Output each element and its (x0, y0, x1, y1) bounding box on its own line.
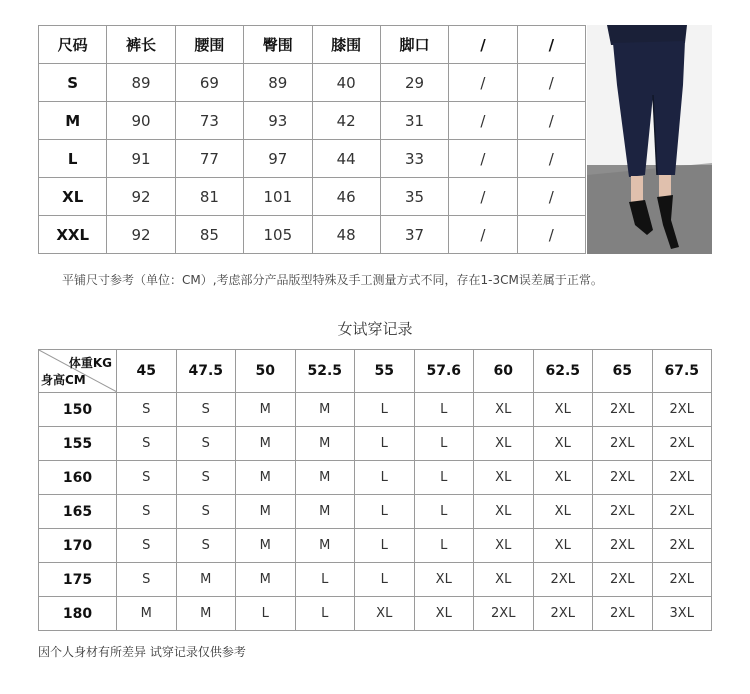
weight-header-cell: 47.5 (176, 350, 236, 393)
size-result-cell: S (117, 461, 177, 495)
size-cell: 89 (244, 64, 312, 102)
size-label: XL (39, 178, 107, 216)
size-header-cell: 膝围 (312, 26, 380, 64)
size-result-cell: M (295, 461, 355, 495)
size-cell: 31 (380, 102, 448, 140)
size-chart-row (39, 64, 586, 102)
trial-row (39, 427, 712, 461)
size-result-cell: XL (533, 461, 593, 495)
size-cell: 73 (175, 102, 243, 140)
size-result-cell: M (295, 393, 355, 427)
size-cell: 77 (175, 140, 243, 178)
size-header-cell: 脚口 (380, 26, 448, 64)
size-cell: / (449, 64, 517, 102)
corner-cell (39, 350, 117, 393)
measurement-note: 平铺尺寸参考（单位：CM）,考虑部分产品版型特殊及手工测量方式不同，存在1-3CM误差属于正常。 (62, 273, 603, 287)
size-label: S (39, 64, 107, 102)
size-result-cell: L (295, 597, 355, 631)
size-cell: 101 (244, 178, 312, 216)
size-cell: 69 (175, 64, 243, 102)
size-result-cell: S (176, 393, 236, 427)
trial-row (39, 563, 712, 597)
size-cell: 42 (312, 102, 380, 140)
size-result-cell: M (236, 529, 296, 563)
size-chart-row (39, 178, 586, 216)
size-cell: 92 (107, 216, 175, 254)
size-result-cell: 2XL (652, 495, 712, 529)
weight-header-row (39, 350, 712, 393)
size-cell: / (449, 216, 517, 254)
size-result-cell: XL (474, 495, 534, 529)
size-cell: 93 (244, 102, 312, 140)
size-cell: / (517, 102, 585, 140)
size-chart-table (38, 25, 586, 254)
size-result-cell: S (176, 427, 236, 461)
size-result-cell: M (117, 597, 177, 631)
size-chart-header-row (39, 26, 586, 64)
size-result-cell: 2XL (593, 461, 653, 495)
size-result-cell: M (236, 427, 296, 461)
size-result-cell: XL (355, 597, 415, 631)
size-result-cell: M (236, 495, 296, 529)
size-cell: / (449, 140, 517, 178)
height-cell: 175 (39, 563, 117, 597)
size-header-cell: 尺码 (39, 26, 107, 64)
size-result-cell: 3XL (652, 597, 712, 631)
size-cell: / (517, 178, 585, 216)
size-chart-row (39, 216, 586, 254)
size-result-cell: L (355, 393, 415, 427)
size-header-cell: 裤长 (107, 26, 175, 64)
size-result-cell: M (236, 563, 296, 597)
model-legs-illustration (587, 25, 712, 254)
size-result-cell: 2XL (652, 393, 712, 427)
size-result-cell: 2XL (593, 529, 653, 563)
size-result-cell: 2XL (652, 427, 712, 461)
trial-row (39, 461, 712, 495)
size-result-cell: L (236, 597, 296, 631)
weight-header-cell: 45 (117, 350, 177, 393)
size-cell: 35 (380, 178, 448, 216)
height-cell: 155 (39, 427, 117, 461)
size-cell: / (517, 64, 585, 102)
size-result-cell: L (355, 461, 415, 495)
size-result-cell: M (176, 563, 236, 597)
size-header-cell: / (449, 26, 517, 64)
size-result-cell: S (117, 393, 177, 427)
weight-header-cell: 67.5 (652, 350, 712, 393)
height-axis-label: 身高CM (41, 373, 86, 387)
size-cell: 81 (175, 178, 243, 216)
trial-row (39, 597, 712, 631)
size-result-cell: XL (533, 393, 593, 427)
size-cell: 92 (107, 178, 175, 216)
size-result-cell: 2XL (593, 563, 653, 597)
size-cell: / (449, 178, 517, 216)
size-header-cell: 腰围 (175, 26, 243, 64)
size-result-cell: L (414, 529, 474, 563)
size-result-cell: M (295, 529, 355, 563)
size-cell: 46 (312, 178, 380, 216)
height-cell: 170 (39, 529, 117, 563)
weight-header-cell: 57.6 (414, 350, 474, 393)
size-result-cell: M (236, 461, 296, 495)
size-result-cell: 2XL (652, 563, 712, 597)
size-result-cell: S (117, 427, 177, 461)
size-result-cell: 2XL (593, 495, 653, 529)
size-result-cell: XL (414, 597, 474, 631)
size-cell: / (517, 140, 585, 178)
size-result-cell: S (176, 495, 236, 529)
size-result-cell: L (414, 393, 474, 427)
size-cell: 48 (312, 216, 380, 254)
weight-header-cell: 55 (355, 350, 415, 393)
size-result-cell: 2XL (593, 427, 653, 461)
size-cell: 37 (380, 216, 448, 254)
size-result-cell: L (414, 461, 474, 495)
size-result-cell: XL (533, 427, 593, 461)
size-result-cell: XL (474, 461, 534, 495)
size-result-cell: M (295, 427, 355, 461)
trial-record-title: 女试穿记录 (337, 320, 413, 338)
size-result-cell: S (117, 529, 177, 563)
size-result-cell: 2XL (652, 529, 712, 563)
height-cell: 165 (39, 495, 117, 529)
size-cell: 33 (380, 140, 448, 178)
size-cell: / (517, 216, 585, 254)
size-result-cell: S (176, 529, 236, 563)
size-result-cell: L (295, 563, 355, 597)
weight-axis-label: 体重KG (68, 356, 112, 370)
size-result-cell: XL (474, 563, 534, 597)
size-result-cell: 2XL (652, 461, 712, 495)
size-cell: 44 (312, 140, 380, 178)
weight-header-cell: 52.5 (295, 350, 355, 393)
size-result-cell: L (355, 529, 415, 563)
size-cell: 89 (107, 64, 175, 102)
size-result-cell: 2XL (533, 597, 593, 631)
size-result-cell: L (414, 495, 474, 529)
size-label: L (39, 140, 107, 178)
size-chart-row (39, 140, 586, 178)
size-cell: 90 (107, 102, 175, 140)
size-result-cell: XL (533, 529, 593, 563)
size-result-cell: M (295, 495, 355, 529)
size-label: XXL (39, 216, 107, 254)
trial-record-table (38, 349, 712, 631)
weight-header-cell: 60 (474, 350, 534, 393)
weight-header-cell: 65 (593, 350, 653, 393)
trial-disclaimer: 因个人身材有所差异 试穿记录仅供参考 (38, 645, 246, 659)
size-header-cell: 臀围 (244, 26, 312, 64)
size-chart-row (39, 102, 586, 140)
size-result-cell: 2XL (533, 563, 593, 597)
weight-header-cell: 62.5 (533, 350, 593, 393)
size-result-cell: XL (533, 495, 593, 529)
size-cell: 40 (312, 64, 380, 102)
size-header-cell: / (517, 26, 585, 64)
size-cell: 29 (380, 64, 448, 102)
size-result-cell: L (414, 427, 474, 461)
height-cell: 160 (39, 461, 117, 495)
size-label: M (39, 102, 107, 140)
size-result-cell: S (117, 563, 177, 597)
size-cell: / (449, 102, 517, 140)
height-cell: 180 (39, 597, 117, 631)
size-result-cell: S (117, 495, 177, 529)
size-cell: 91 (107, 140, 175, 178)
size-result-cell: L (355, 563, 415, 597)
size-result-cell: 2XL (593, 393, 653, 427)
size-result-cell: M (176, 597, 236, 631)
weight-header-cell: 50 (236, 350, 296, 393)
height-cell: 150 (39, 393, 117, 427)
size-result-cell: XL (474, 427, 534, 461)
size-result-cell: XL (414, 563, 474, 597)
trial-row (39, 393, 712, 427)
size-result-cell: 2XL (474, 597, 534, 631)
size-result-cell: S (176, 461, 236, 495)
size-result-cell: XL (474, 393, 534, 427)
size-cell: 105 (244, 216, 312, 254)
size-result-cell: L (355, 495, 415, 529)
size-result-cell: XL (474, 529, 534, 563)
size-result-cell: M (236, 393, 296, 427)
model-photo (587, 25, 712, 254)
size-cell: 97 (244, 140, 312, 178)
size-result-cell: 2XL (593, 597, 653, 631)
size-cell: 85 (175, 216, 243, 254)
trial-row (39, 529, 712, 563)
trial-row (39, 495, 712, 529)
size-result-cell: L (355, 427, 415, 461)
